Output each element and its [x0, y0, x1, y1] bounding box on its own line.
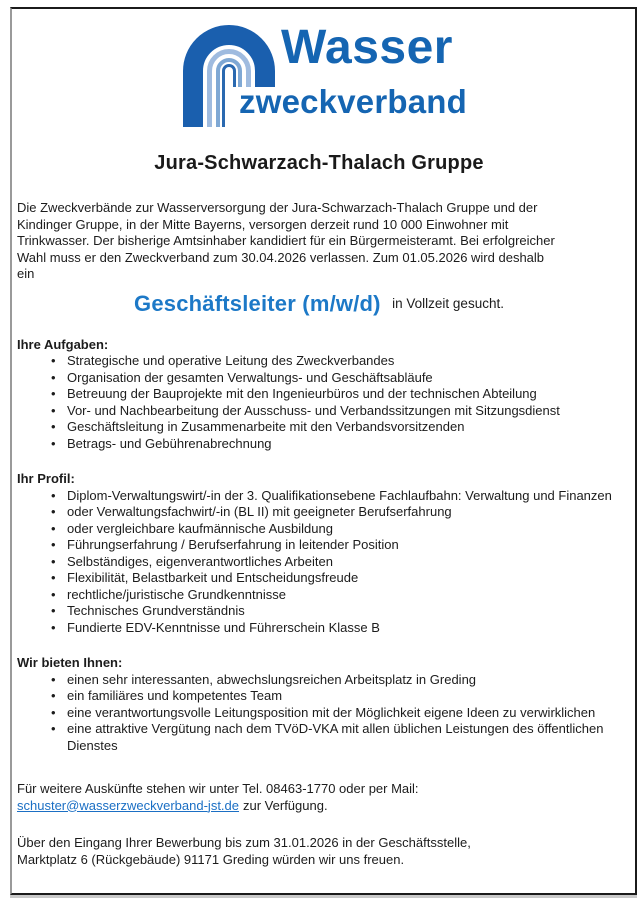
section-profile-heading: Ihr Profil:	[17, 471, 75, 486]
closing-paragraph	[17, 835, 621, 868]
list-item: • rechtliche/juristische Grundkenntnisse	[17, 587, 621, 604]
list-item: • Fundierte EDV-Kenntnisse und Führerschein Klasse B	[17, 620, 621, 637]
intro-line: Trinkwasser. Der bisherige Amtsinhaber kandidiert für ein Bürgermeisteramt. Bei erfolgreicher	[17, 233, 555, 248]
logo-caption: Jura-Schwarzach-Thalach Gruppe	[154, 152, 484, 174]
section-profile	[17, 471, 621, 636]
list-item: • Diplom-Verwaltungswirt/-in der 3. Qualifikationsebene Fachlaufbahn: Verwaltung und Finanzen	[17, 488, 621, 505]
profile-list	[17, 488, 621, 637]
closing-line: Marktplatz 6 (Rückgebäude) 91171 Greding würden wir uns freuen.	[17, 851, 405, 867]
intro-line: Kindinger Gruppe, in der Mitte Bayerns, versorgen derzeit rund 10 000 Einwohner mit	[17, 216, 509, 232]
list-item: • oder Verwaltungsfachwirt/-in (BL II) mit geeigneter Berufserfahrung	[17, 504, 621, 521]
logo	[181, 23, 467, 149]
intro-line: ein	[17, 266, 35, 281]
contact-line-email	[17, 798, 621, 815]
closing-line: Über den Eingang Ihrer Bewerbung bis zum 31.01.2026 in der Geschäftsstelle,	[17, 835, 471, 850]
list-item: • Vor- und Nachbearbeitung der Ausschuss- und Verbandssitzungen mit Sitzungsdienst	[17, 403, 621, 420]
tasks-list	[17, 353, 621, 452]
job-title-suffix: in Vollzeit gesucht.	[392, 296, 504, 311]
brand-name-zweckverband: zweckverband	[239, 83, 468, 120]
list-item: • Flexibilität, Belastbarkeit und Entscheidungsfreude	[17, 570, 621, 587]
intro-paragraph	[17, 200, 621, 283]
list-item: • Führungserfahrung / Berufserfahrung in leitender Position	[17, 537, 621, 554]
section-tasks-heading: Ihre Aufgaben:	[17, 336, 109, 352]
email-link[interactable]: schuster@wasserzweckverband-jst.de	[17, 797, 240, 813]
list-item: • Selbständiges, eigenverantwortliches Arbeiten	[17, 554, 621, 571]
list-item: • Geschäftsleitung in Zusammenarbeite mit den Verbandsvorsitzenden	[17, 419, 621, 436]
list-item: • Betreuung der Bauprojekte mit den Ingenieurbüros und der technischen Abteilung	[17, 386, 621, 403]
section-offer-heading: Wir bieten Ihnen:	[17, 655, 123, 670]
list-item: • Betrags- und Gebührenabrechnung	[17, 436, 621, 453]
offer-list	[17, 672, 621, 755]
intro-line: Wahl muss er den Zweckverband zum 30.04.2026 verlassen. Zum 01.05.2026 wird deshalb	[17, 249, 545, 265]
intro-line: Die Zweckverbände zur Wasserversorgung der Jura-Schwarzach-Thalach Gruppe und der	[17, 200, 538, 215]
section-offer	[17, 655, 621, 754]
list-item: • Organisation der gesamten Verwaltungs- und Geschäftsabläufe	[17, 370, 621, 387]
list-item: • eine attraktive Vergütung nach dem TVöD-VKA mit allen üblichen Leistungen des öffentlichen Dienstes	[17, 721, 621, 754]
job-ad-document	[10, 7, 637, 895]
brand-name-wasser: Wasser	[281, 21, 453, 74]
contact-paragraph	[17, 781, 621, 814]
list-item: • einen sehr interessanten, abwechslungsreichen Arbeitsplatz in Greding	[17, 672, 621, 689]
list-item: • Strategische und operative Leitung des Zweckverbandes	[17, 353, 621, 370]
job-title: Geschäftsleiter (m/w/d)	[134, 290, 381, 316]
after-email-text: zur Verfügung.	[243, 797, 328, 813]
list-item: • ein familiäres und kompetentes Team	[17, 688, 621, 705]
list-item: • eine verantwortungsvolle Leitungsposition mit der Möglichkeit eigene Ideen zu verwirklichen	[17, 705, 621, 722]
section-tasks	[17, 337, 621, 453]
list-item: • Technisches Grundverständnis	[17, 603, 621, 620]
job-title-line	[17, 290, 621, 318]
contact-line: Für weitere Auskünfte stehen wir unter Tel. 08463-1770 oder per Mail:	[17, 781, 419, 796]
list-item: • oder vergleichbare kaufmännische Ausbildung	[17, 521, 621, 538]
